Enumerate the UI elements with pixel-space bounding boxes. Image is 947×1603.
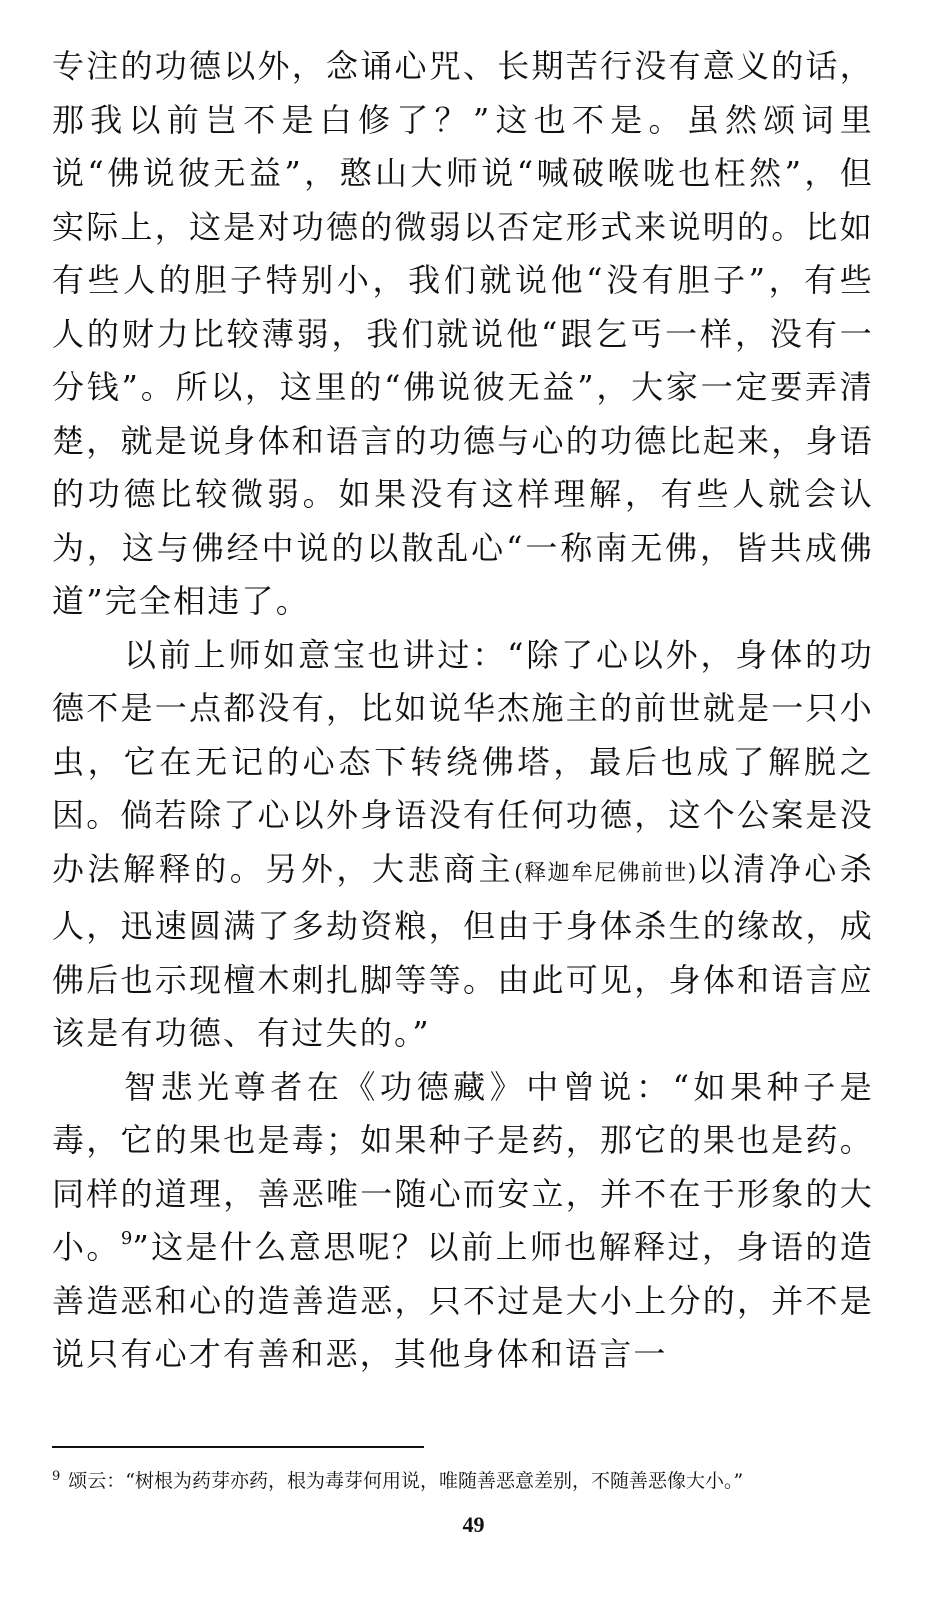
- paragraph-2-text-a: 以前上师如意宝也讲过：“除了心以外，身体的功德不是一点都没有，比如说华杰施主的前世就是一只小虫，它在无记的心态下转绕佛塔，最后也成了解脱之因。倘若除了心以外身语没有任何功德，这个公案是没办法解释的。另外，大悲商主: [52, 635, 874, 888]
- paragraph-2-text-b: 以清净心杀人，迅速圆满了多劫资粮，但由于身体杀生的缘故，成佛后也示现檀木刺扎脚等等。由此可见，身体和语言应该是有功德、有过失的。”: [52, 849, 874, 1052]
- paragraph-3-text-b: ”这是什么意思呢？以前上师也解释过，身语的造善造恶和心的造善造恶，只不过是大小上分的，并不是说只有心才有善和恶，其他身体和语言一: [52, 1228, 874, 1373]
- footnote-reference[interactable]: 9: [120, 1228, 133, 1249]
- footnote: [52, 1462, 892, 1496]
- footnote-mark: 9: [52, 1469, 61, 1484]
- footnote-text: 颂云：“树根为药芽亦药，根为毒芽何用说，唯随善恶意差别，不随善恶像大小。”: [68, 1470, 744, 1492]
- paragraph-1-text: 专注的功德以外，念诵心咒、长期苦行没有意义的话，那我以前岂不是白修了？”这也不是。虽然颂词里说“佛说彼无益”，憨山大师说“喊破喉咙也枉然”，但实际上，这是对功德的微弱以否定形式来说明的。比如有些人的胆子特别小，我们就说他“没有胆子”，有些人的财力比较薄弱，我们就说他“跟乞丐一样，没有一分钱”。所以，这里的“佛说彼无益”，大家一定要弄清楚，就是说身体和语言的功德与心的功德比起来，身语的功德比较微弱。如果没有这样理解，有些人就会认为，这与佛经中说的以散乱心“一称南无佛，皆共成佛道”完全相违了。: [52, 47, 874, 620]
- paragraph-3-text-a: 智悲光尊者在《功德藏》中曾说：“如果种子是毒，它的果也是毒；如果种子是药，那它的果也是药。同样的道理，善恶唯一随心而安立，并不在于形象的大小。: [52, 1067, 874, 1266]
- paragraph-2: [52, 629, 874, 1061]
- body-text: [52, 40, 874, 1382]
- paragraph-3: [52, 1061, 874, 1382]
- paragraph-1: [52, 40, 874, 629]
- footnote-divider: [52, 1446, 424, 1448]
- inline-note: (释迦牟尼佛前世): [514, 860, 697, 886]
- page-number: 49: [462, 1512, 485, 1537]
